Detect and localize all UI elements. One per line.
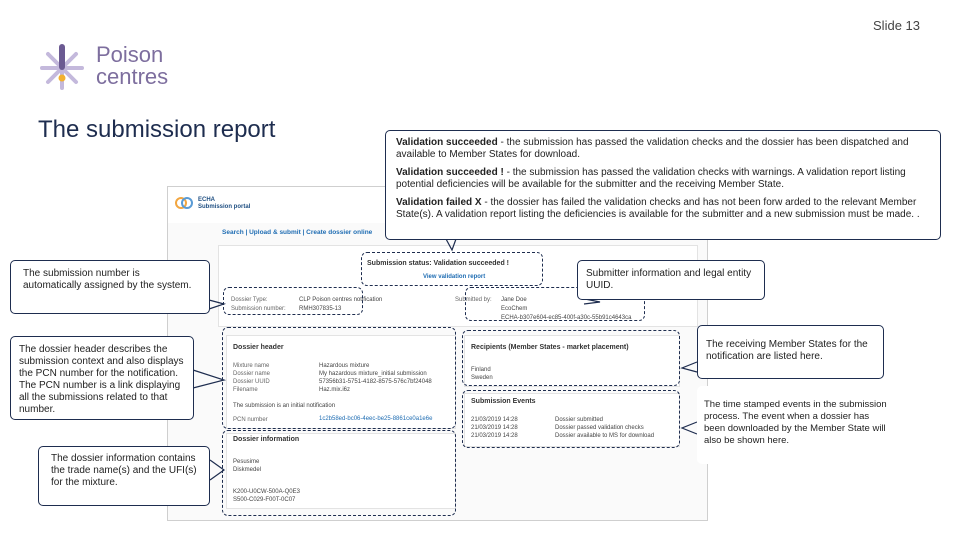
portal-name-line1: ECHA <box>198 197 216 203</box>
event-date-3: 21/03/2019 14:28 <box>471 433 518 439</box>
slide-number: Slide 13 <box>873 18 920 33</box>
dossier-name-label: Dossier name <box>233 371 271 377</box>
dossier-name-value: My hazardous mixture_initial submission <box>319 371 427 377</box>
event-date-1: 21/03/2019 14:28 <box>471 417 518 423</box>
event-text-2: Dossier passed validation checks <box>555 425 644 431</box>
dossier-information-title: Dossier information <box>233 436 300 443</box>
mixture-name-value: Hazardous mixture <box>319 363 370 369</box>
portal-name-line2: Submission portal <box>198 204 251 210</box>
status-value: Validation succeeded ! <box>433 260 509 267</box>
trade-name-2: Diskmedel <box>233 467 262 473</box>
validation-warning-term: Validation succeeded ! <box>396 167 504 178</box>
mixture-name-label: Mixture name <box>233 363 270 369</box>
recipients-title: Recipients (Member States - market placement) <box>471 344 629 351</box>
recipient-country-2: Sweden <box>471 375 493 381</box>
events-callout: The time stamped events in the submission process. The event when a dossier has been downloaded by the Member State will also be shown here. <box>697 386 897 464</box>
logo-line2: centres <box>96 64 169 89</box>
dossier-header-callout: The dossier header describes the submission context and also displays the PCN number for the notification. The PCN number is a link displaying all the submissions related to that number. <box>10 336 194 420</box>
validation-warning-text: - the submission has passed the validation checks with warnings. A validation report listing potential deficiencies will be available for the submitter and the receiving Member State. <box>396 167 906 190</box>
validation-failed-term: Validation failed X <box>396 197 482 208</box>
submission-number-value: RMH307835-13 <box>299 306 342 312</box>
submission-number-callout: The submission number is automatically assigned by the system. <box>10 260 210 314</box>
submission-events-title: Submission Events <box>471 398 536 405</box>
pcn-number-link[interactable]: 1c2b58ed-bc06-4eec-be25-8861ce0a1e6e <box>319 416 433 422</box>
submission-number-label: Submission number: <box>231 306 286 312</box>
initial-notification-note: The submission is an initial notification <box>233 403 336 409</box>
filename-value: Haz.mix.i6z <box>319 387 351 393</box>
event-date-2: 21/03/2019 14:28 <box>471 425 518 431</box>
submitter-callout: Submitter information and legal entity UUID. <box>577 260 765 300</box>
recipient-country-1: Finland <box>471 367 491 373</box>
status-label: Submission status: <box>367 260 432 267</box>
submitted-by-company: EcoChem <box>501 306 528 312</box>
submitted-by-label: Submitted by: <box>455 297 492 303</box>
pcn-number-label: PCN number <box>233 417 268 423</box>
validation-succeeded-term: Validation succeeded <box>396 137 498 148</box>
validation-succeeded-paragraph <box>396 137 930 161</box>
validation-failed-text: - the dossier has failed the validation checks and has not been forw arded to the relevant Member State(s). A validation report listing the deficiencies is available for the submitter and a new submission must be made. . <box>396 197 920 220</box>
member-states-callout: The receiving Member States for the notification are listed here. <box>697 325 884 379</box>
submitted-by-uuid: ECHA-b307e604-ec85-400f-a30c-55b91c4643ca <box>501 315 632 321</box>
page-title: The submission report <box>38 116 276 143</box>
submitted-by-name: Jane Doe <box>501 297 527 303</box>
dossier-uuid-label: Dossier UUID <box>233 379 270 385</box>
event-text-1: Dossier submitted <box>555 417 604 423</box>
validation-warning-paragraph <box>396 167 930 191</box>
dossier-type-label: Dossier Type: <box>231 297 268 303</box>
logo-line1: Poison <box>96 42 164 67</box>
event-text-3: Dossier available to MS for download <box>555 433 655 439</box>
portal-nav[interactable]: Search | Upload & submit | Create dossier online <box>222 229 373 236</box>
trade-name-1: Pesusime <box>233 459 260 465</box>
view-validation-report-link[interactable]: View validation report <box>423 274 486 280</box>
ufi-2: S500-C029-F00T-0C07 <box>233 497 296 503</box>
dossier-header-title: Dossier header <box>233 344 284 351</box>
dossier-type-value: CLP Poison centres notification <box>299 297 383 303</box>
validation-succeeded-text: - the submission has passed the validation checks and the dossier has been dispatched and available to Member States for download. <box>396 137 909 160</box>
dossier-uuid-value: 57356b31-5751-4182-8575-576c7bf24048 <box>319 379 432 385</box>
validation-status-callout <box>385 130 941 240</box>
filename-label: Filename <box>233 387 258 393</box>
validation-failed-paragraph <box>396 197 930 221</box>
dossier-info-callout: The dossier information contains the trade name(s) and the UFI(s) for the mixture. <box>38 446 210 506</box>
ufi-1: K200-U0CW-500A-Q0E3 <box>233 489 300 495</box>
